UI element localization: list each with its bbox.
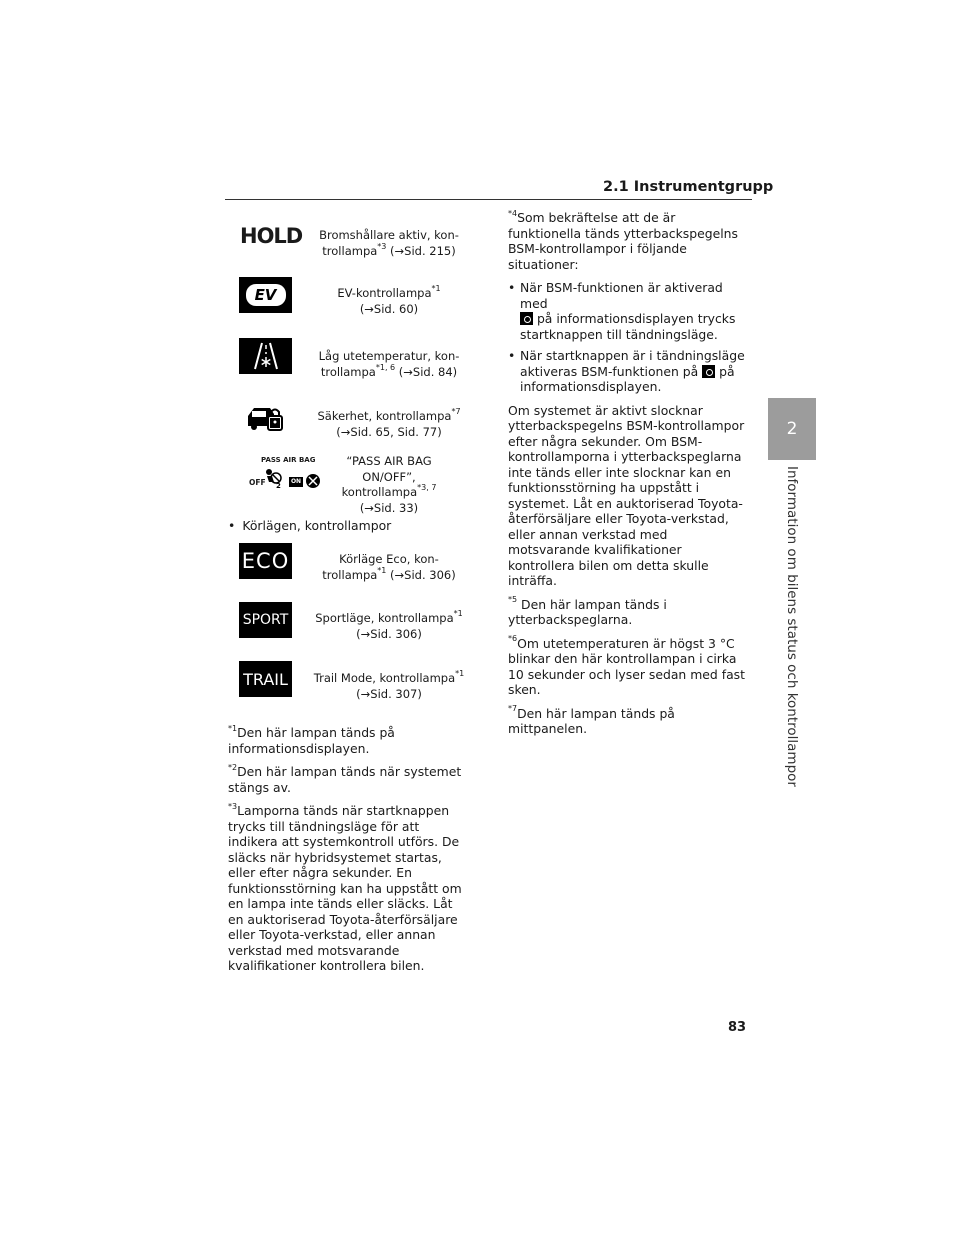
footnotes-left: [228, 725, 468, 982]
right-column: [508, 210, 746, 745]
security-lock-car-icon: [246, 402, 286, 436]
pass-airbag-icon: PASS AIR BAG OFF 2 ON: [249, 456, 329, 496]
low-temperature-road-icon: [239, 338, 292, 374]
footnote-6: $^{*6}$Om utetemperaturen är högst 3 °C blinkar den här kontrollampan i cirka 10 sekunder och lyser sedan med fast sken.: [508, 634, 745, 697]
footnote-4: $^{*4}$Som bekräftelse att de är funktionella tänds ytterbackspegelns BSM-kontrollampor i följande situationer:: [508, 208, 738, 272]
eco-lamp-description: Körläge Eco, kon- trollampa$^{*1}$ (→Sid. 306): [322, 552, 456, 582]
ev-lamp-icon: EV: [239, 277, 292, 313]
bsm-paragraph: Om systemet är aktivt slocknar ytterbackspegelns BSM-kontrollampor efter några sekunder. Om BSM-kontrollamporna i ytterbackspeglarna inte tänds eller inte slocknar kan en funktionsstörning ha uppstått i systemet. Låt en auktoriserad Toyota-återförsäljare eller Toyota-verkstad, eller annan verkstad med motsvarande kvalifikationer kontrollera bilen om detta skulle inträffa.: [508, 402, 745, 588]
chapter-side-title: [768, 466, 816, 787]
footnote: $^{*2}$Den här lampan tänds när systemet stängs av.: [228, 762, 462, 795]
page-number: 83: [728, 1020, 747, 1035]
low-temp-lamp-description: Låg utetemperatur, kon- trollampa$^{*1, 6}$ (→Sid. 84): [318, 349, 460, 379]
footnote: $^{*1}$Den här lampan tänds på informationsdisplayen.: [228, 723, 395, 756]
drive-modes-heading: • Körlägen, kontrollampor: [228, 518, 392, 533]
chapter-side-label: Information om bilens status och kontrollampor: [784, 466, 800, 787]
chapter-tab[interactable]: [768, 398, 816, 460]
sport-mode-icon: SPORT: [239, 602, 292, 638]
chapter-number: 2: [786, 419, 798, 439]
eco-mode-icon: ECO: [239, 543, 292, 579]
header-divider: [225, 199, 752, 200]
trail-mode-icon: TRAIL: [239, 661, 292, 697]
settings-gear-icon: [702, 365, 715, 378]
footnote: $^{*3}$Lamporna tänds när startknappen trycks till tändningsläge för att indikera att systemkontroll utförs. De släcks när hybridsystemet startas, eller efter några sekunder. En funktionsstörning kan ha uppstått om en lampa inte tänds eller släcks. Låt en auktoriserad Toyota-återförsäljare eller Toyota-verkstad, eller annan verkstad med motsvarande kvalifikationer kontrollera bilen.: [228, 801, 462, 973]
hold-lamp-icon: HOLD: [240, 224, 303, 248]
bsm-bullet-2: • När startknappen är i tändningsläge aktiveras BSM-funktionen på på informationsdisplayen.: [508, 348, 745, 394]
svg-text:2: 2: [276, 482, 281, 488]
pass-airbag-lamp-description: “PASS AIR BAG ON/OFF”, kontrollampa$^{*3, 7}$ (→Sid. 33): [341, 454, 437, 515]
hold-lamp-description: Bromshållare aktiv, kon- trollampa$^{*3}$ (→Sid. 215): [319, 228, 459, 258]
ev-lamp-description: EV-kontrollampa$^{*1}$ (→Sid. 60): [337, 284, 441, 316]
sport-lamp-description: Sportläge, kontrollampa$^{*1}$ (→Sid. 306): [315, 609, 463, 641]
security-lamp-description: Säkerhet, kontrollampa$^{*7}$ (→Sid. 65, Sid. 77): [317, 407, 461, 439]
footnote-5: $^{*5}$ Den här lampan tänds i ytterbackspeglarna.: [508, 595, 667, 627]
settings-gear-icon: [520, 312, 533, 325]
section-title: 2.1 Instrumentgrupp: [603, 179, 774, 195]
footnote-7: $^{*7}$Den här lampan tänds på mittpanelen.: [508, 704, 675, 736]
trail-lamp-description: Trail Mode, kontrollampa$^{*1}$ (→Sid. 307): [313, 669, 465, 701]
bsm-bullet-1: • När BSM-funktionen är aktiverad med på informationsdisplayen trycks startknappen till tändningsläge.: [508, 280, 736, 342]
